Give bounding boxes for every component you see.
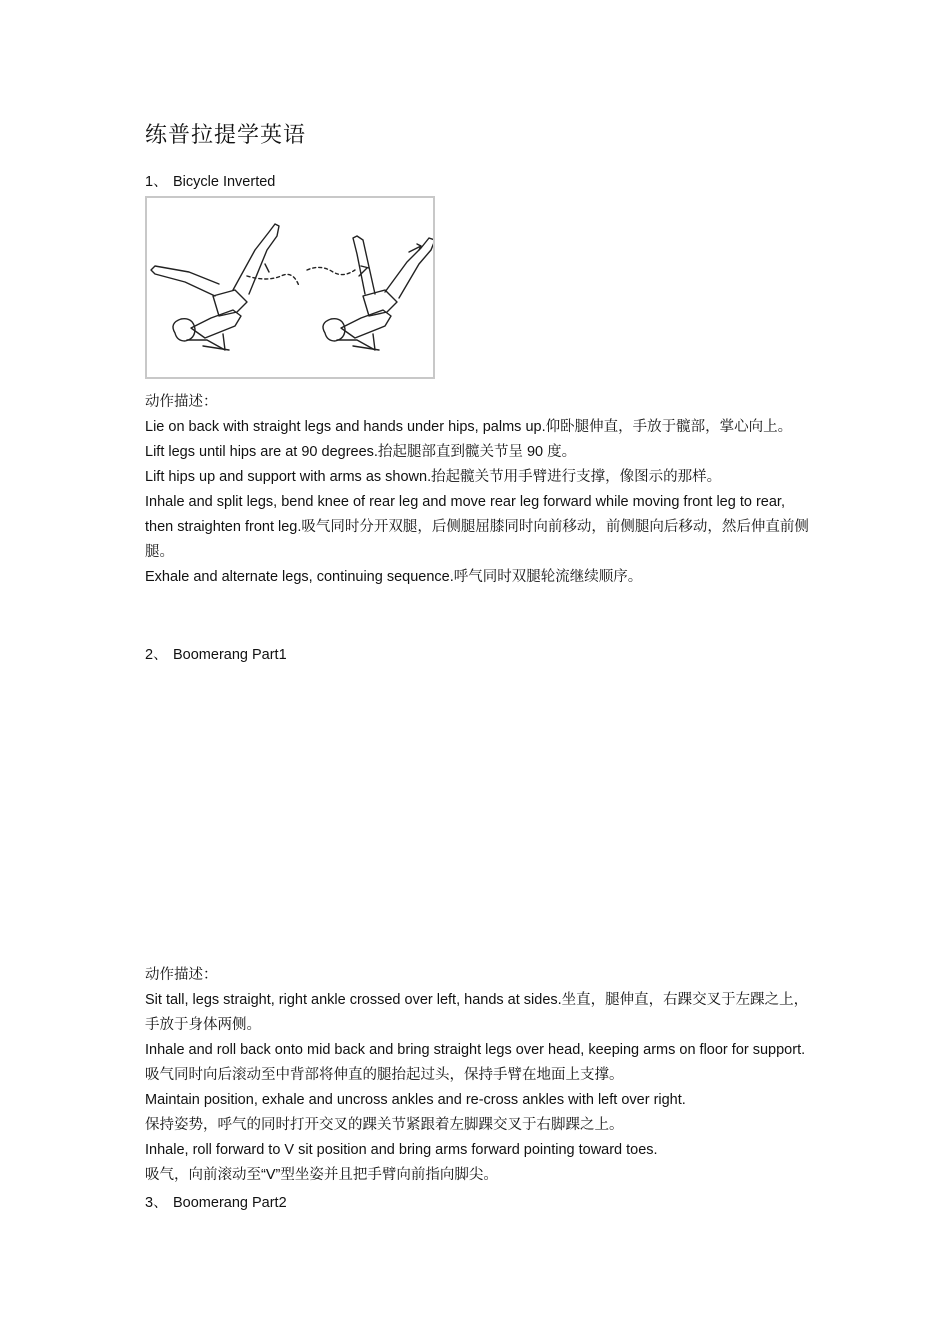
figure-left (151, 224, 299, 350)
section-2-number: 2、 (145, 647, 168, 663)
section-2-desc-label: 动作描述： (145, 967, 218, 983)
section-3-name: Boomerang Part2 (173, 1195, 287, 1211)
section-2-line-4: 保持姿势，呼气的同时打开交叉的踝关节紧跟着左脚踝交叉于右脚踝之上。 (145, 1117, 624, 1133)
section-2-heading (145, 643, 287, 664)
section-3-number: 3、 (145, 1195, 168, 1211)
section-2-line-3: Maintain position, exhale and uncross ankles and re-cross ankles with left over right. (145, 1092, 686, 1108)
section-2-name: Boomerang Part1 (173, 647, 287, 663)
section-1-line-2: Lift legs until hips are at 90 degrees.抬起腿部直到髋关节呈 90 度。 (145, 444, 577, 460)
section-1-desc-label: 动作描述： (145, 394, 218, 410)
section-2-line-1: Sit tall, legs straight, right ankle crossed over left, hands at sides.坐直，腿伸直，右踝交叉于左踝之上，手放于身体两侧。 (145, 992, 809, 1033)
section-2-line-6: 吸气，向前滚动至“V”型坐姿并且把手臂向前指向脚尖。 (145, 1167, 498, 1183)
section-1-heading (145, 170, 275, 191)
figure-right (307, 236, 433, 350)
section-1-line-4: Inhale and split legs, bend knee of rear leg and move rear leg forward while moving front leg to rear, then straighten front leg.吸气同时分开双腿，后侧腿屈膝同时向前移动，前侧腿向后移动，然后伸直前侧腿。 (145, 494, 809, 560)
section-1-line-5: Exhale and alternate legs, continuing sequence.呼气同时双腿轮流继续顺序。 (145, 569, 643, 585)
section-1-name: Bicycle Inverted (173, 174, 276, 190)
exercise-line-drawing (147, 198, 433, 377)
section-1-description (145, 390, 810, 590)
section-1-line-1: Lie on back with straight legs and hands under hips, palms up.仰卧腿伸直，手放于髋部，掌心向上。 (145, 419, 793, 435)
bicycle-inverted-illustration (145, 196, 435, 379)
section-3-heading (145, 1191, 287, 1212)
section-1-number: 1、 (145, 174, 168, 190)
section-2-line-5: Inhale, roll forward to V sit position and bring arms forward pointing toward toes. (145, 1142, 658, 1158)
section-2-line-2: Inhale and roll back onto mid back and bring straight legs over head, keeping arms on floor for support.吸气同时向后滚动至中背部将伸直的腿抬起过头，保持手臂在地面上支撑。 (145, 1042, 806, 1083)
section-2-description (145, 963, 810, 1188)
section-1-line-3: Lift hips up and support with arms as shown.抬起髋关节用手臂进行支撑，像图示的那样。 (145, 469, 722, 485)
page-title: 练普拉提学英语 (145, 123, 307, 148)
